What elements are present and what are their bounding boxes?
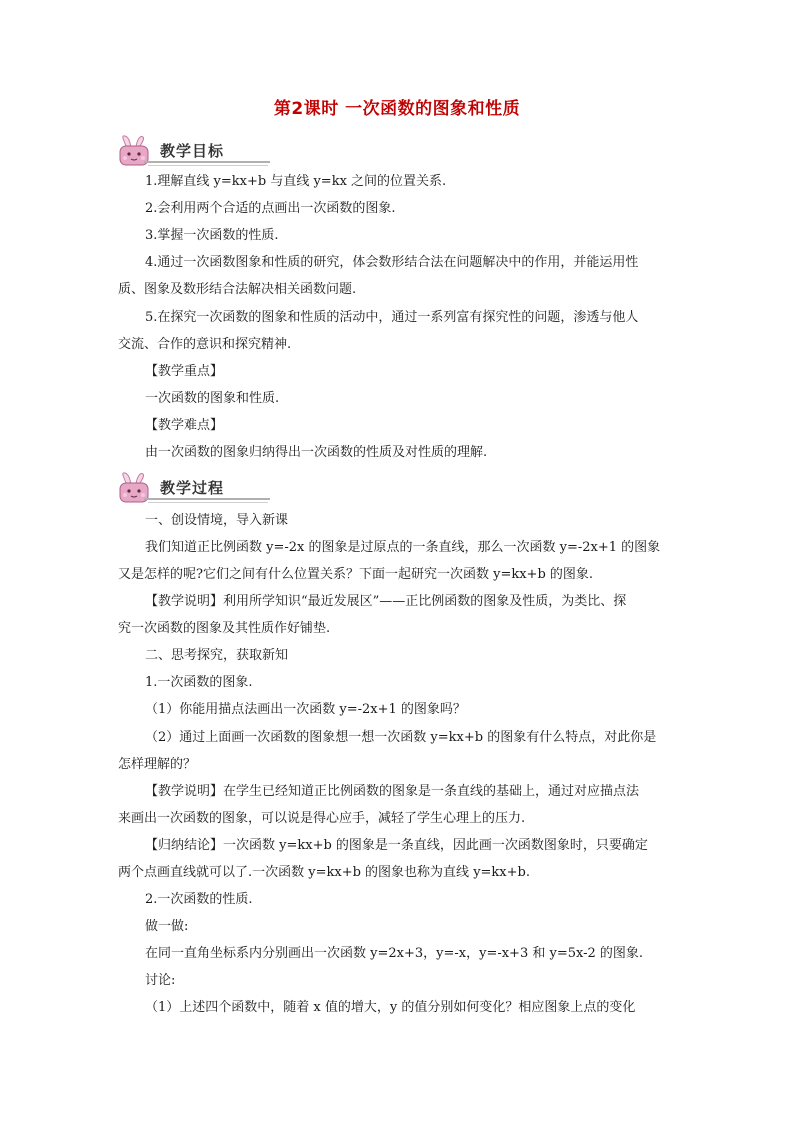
text-line: 怎样理解的？: [118, 757, 197, 772]
text-line: 讨论:: [145, 973, 176, 988]
text-line: 【教学说明】在学生已经知道正比例函数的图象是一条直线的基础上，通过对应描点法: [145, 784, 640, 799]
text-line: 一次函数的图象和性质.: [145, 391, 280, 406]
section-heading-goals: [114, 134, 274, 168]
text-line: 5.在探究一次函数的图象和性质的活动中，通过一系列富有探究性的问题，渗透与他人: [145, 310, 639, 325]
section-underline: [148, 502, 268, 503]
section-underline: [148, 165, 268, 166]
text-line: 两个点画直线就可以了.一次函数 y=kx+b 的图象也称为直线 y=kx+b.: [118, 865, 530, 880]
text-line: 【教学难点】: [145, 418, 224, 433]
text-line: 4.通过一次函数图象和性质的研究，体会数形结合法在问题解决中的作用，并能运用性: [145, 255, 639, 270]
section-underline: [144, 161, 270, 163]
text-line: （1）上述四个函数中，随着 x 值的增大，y 的值分别如何变化？相应图象上点的变化: [145, 1000, 636, 1015]
section-heading-process: [114, 471, 274, 505]
text-line: 质、图象及数形结合法解决相关函数问题.: [118, 282, 357, 297]
text-line: 交流、合作的意识和探究精神.: [118, 337, 292, 352]
text-line: 【归纳结论】一次函数 y=kx+b 的图象是一条直线，因此画一次函数图象时，只要确定: [145, 838, 648, 853]
text-line: 1.一次函数的图象.: [145, 675, 253, 690]
text-line: 3.掌握一次函数的性质.: [145, 228, 279, 243]
text-line: 1.理解直线 y=kx+b 与直线 y=kx 之间的位置关系.: [145, 174, 447, 189]
section-underline: [144, 498, 270, 500]
text-line: （1）你能用描点法画出一次函数 y=-2x+1 的图象吗？: [145, 702, 466, 717]
text-line: 2.会利用两个合适的点画出一次函数的图象.: [145, 201, 396, 216]
text-line: 究一次函数的图象及其性质作好铺垫.: [118, 621, 331, 636]
text-line: 来画出一次函数的图象，可以说是得心应手，减轻了学生心理上的压力.: [118, 811, 526, 826]
section-label: 教学过程: [160, 479, 225, 497]
text-line: 又是怎样的呢?它们之间有什么位置关系？下面一起研究一次函数 y=kx+b 的图象.: [118, 567, 594, 582]
text-line: 【教学说明】利用所学知识“最近发展区”——正比例函数的图象及性质，为类比、探: [145, 594, 627, 609]
text-line: 我们知道正比例函数 y=-2x 的图象是过原点的一条直线，那么一次函数 y=-2x+1 的图象: [145, 540, 661, 555]
section-label: 教学目标: [160, 142, 225, 160]
text-line: （2）通过上面画一次函数的图象想一想一次函数 y=kx+b 的图象有什么特点，对此你是: [145, 730, 657, 745]
text-line: 一、创设情境，导入新课: [145, 513, 289, 528]
text-line: 【教学重点】: [145, 364, 224, 379]
text-line: 2.一次函数的性质.: [145, 892, 253, 907]
text-line: 在同一直角坐标系内分别画出一次函数 y=2x+3，y=-x，y=-x+3 和 y=5x-2 的图象.: [145, 946, 644, 961]
lesson-title: 第2课时 一次函数的图象和性质: [273, 99, 521, 119]
text-line: 做一做:: [145, 919, 189, 934]
text-line: 二、思考探究，获取新知: [145, 648, 289, 663]
text-line: 由一次函数的图象归纳得出一次函数的性质及对性质的理解.: [145, 445, 488, 460]
